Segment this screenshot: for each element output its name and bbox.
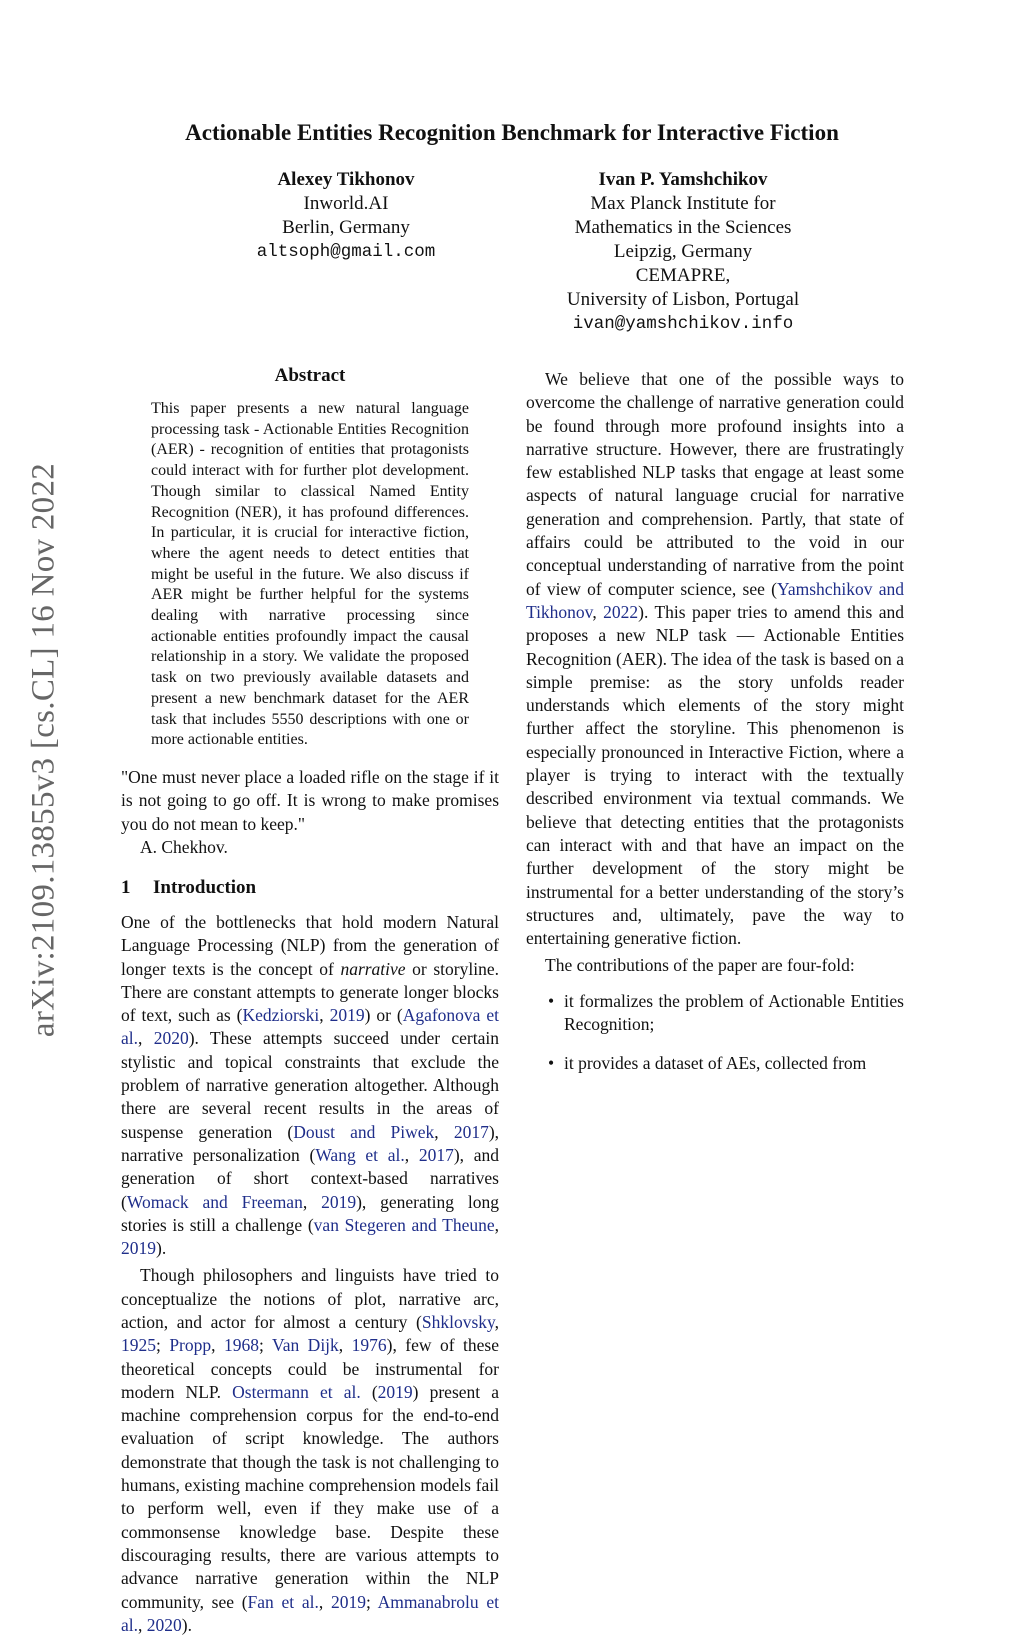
text-run: , [318,1591,331,1612]
list-item [526,1052,904,1075]
author-affiliation: Mathematics in the Sciences [574,217,792,238]
text-run: ; [365,1591,378,1612]
citation-link[interactable]: Propp [169,1335,212,1356]
text-run: ), generating long stories is still a challenge ( [121,1191,499,1235]
text-run: , [319,1005,330,1026]
author-location: Berlin, Germany [282,217,410,238]
citation-link[interactable]: Wang et al. [315,1144,405,1165]
section-title: Introduction [153,876,257,898]
text-run: , [138,1614,147,1635]
text-run: , [404,1144,419,1165]
citation-link[interactable]: 2019 [121,1238,156,1259]
author-block-1 [196,168,496,264]
citation-link[interactable]: Shklovsky [421,1312,495,1332]
text-run: , [302,1191,322,1212]
citation-link[interactable]: 2019 [330,1591,366,1612]
citation-link[interactable]: Van Dijk [272,1335,339,1356]
text-run: ; [258,1335,272,1356]
intro-paragraph-2 [121,1264,499,1637]
citation-link[interactable]: 1968 [223,1335,259,1356]
abstract-heading: Abstract [274,365,346,386]
citation-link[interactable]: 2017 [453,1121,489,1142]
citation-link[interactable]: 2019 [377,1381,413,1402]
emphasis-text: narrative [340,958,406,979]
text-run: ), and generation of short context-based narratives ( [121,1144,499,1212]
section-number: 1 [121,876,131,898]
citation-link[interactable]: 2019 [321,1191,357,1212]
author-affiliation: Inworld.AI [303,193,389,214]
text-run: , [494,1214,500,1235]
citation-link[interactable]: 2019 [329,1005,365,1026]
text-run: , [338,1335,352,1356]
text-run: ; [156,1335,170,1356]
paper-title: Actionable Entities Recognition Benchmark for Interactive Fiction [185,120,839,145]
citation-link[interactable]: Kedziorski [242,1005,320,1026]
bullet-icon: • [548,1053,555,1074]
citation-link[interactable]: Yamshchikov and Tikhonov [526,578,904,622]
author-name: Alexey Tikhonov [277,169,415,190]
text-run: ) present a machine comprehension corpus for the end-to-end evaluation of script knowledge. The authors demonstrate that though the task is not challenging to humans, existing machine comprehension models fail to perform well, even if they make use of a commonsense knowledge base. Despite these discouraging results, there are various attempts to advance narrative generation within the NLP community, see ( [121,1381,499,1612]
text-run: , [592,601,604,622]
citation-link[interactable]: Ammanabrolu et al. [121,1591,499,1635]
author-affiliation: Max Planck Institute for [590,193,776,214]
text-run: One of the bottlenecks that hold modern Natural Language Processing (NLP) from the generation of longer texts is the concept of [121,911,499,979]
text-run: The contributions of the paper are four-fold: [545,955,855,976]
text-run: ), narrative personalization ( [121,1121,500,1165]
text-run: ) or ( [364,1005,403,1026]
text-run: ). This paper tries to amend this and proposes a new NLP task — Actionable Entities Recognition (AER). The idea of the task is based on a simple premise: as the story unfolds reader understands which elements of the story might further affect the storyline. This phenomenon is especially pronounced in Interactive Fiction, where a player is trying to interact with the textually described environment via textual commands. We believe that detecting entities that the protagonists can interact with and that have an impact on the further development of the story might be instrumental for a better understanding of the story’s structures and, ultimately, pave the way to entertaining generative fiction. [526,601,904,949]
text-run: , [138,1028,154,1049]
epigraph-quote: "One must never place a loaded rifle on the stage if it is not going to go off. It is wrong to make promises you do not mean to keep." [121,766,499,834]
intro-paragraph-1 [121,911,499,1260]
citation-link[interactable]: 2017 [418,1144,454,1165]
text-run: ), few of these theoretical concepts could be instrumental for modern NLP. [121,1335,499,1402]
citation-link[interactable]: 1925 [121,1335,156,1356]
citation-link[interactable]: 1976 [351,1335,387,1356]
text-run: ). [181,1614,192,1635]
text-run: ). [156,1238,167,1259]
section-heading [121,877,499,899]
list-item-text: it provides a dataset of AEs, collected from [564,1053,867,1074]
author-name: Ivan P. Yamshchikov [598,169,768,190]
author-email: ivan@yamshchikov.info [572,314,794,334]
abstract-text: This paper presents a new natural language processing task - Actionable Entities Recognition (AER) - recognition of entities that protagonists could interact with for further plot development. Though similar to classical Named Entity Recognition (NER), it has profound differences. In particular, it is crucial for interactive fiction, where the agent needs to detect entities that might be useful in the future. We also discuss if AER might be further helpful for the systems dealing with narrative processing since actionable entities profoundly impact the causal relationship in a story. We validate the proposed task on two previously available datasets and present a new benchmark dataset for the AER task that includes 5550 descriptions with one or more actionable entities. [151,400,469,749]
list-item-text: it formalizes the problem of Actionable Entities Recognition; [564,990,904,1035]
citation-link[interactable]: Fan et al. [247,1591,319,1612]
citation-link[interactable]: 2022 [603,601,639,622]
text-run: , [494,1312,499,1332]
text-run: ( [360,1381,378,1402]
author-email: altsoph@gmail.com [256,242,436,262]
citation-link[interactable]: Doust and Piwek [293,1121,435,1142]
arxiv-sidebar [20,440,68,1060]
left-column [121,365,499,1637]
author-affiliation: CEMAPRE, [635,265,731,286]
citation-link[interactable]: 2020 [153,1028,189,1049]
intro-paragraph-4 [526,954,904,977]
text-run: ). These attempts succeed under certain stylistic and topical constraints that exclude the problem of narrative generation altogether. Although there are several recent results in the areas of suspense generation ( [121,1028,500,1142]
list-item [526,990,904,1037]
text-run: We believe that one of the possible ways to overcome the challenge of narrative generation could be found through more profound insights into a narrative structure. However, there are frustratingly few established NLP tasks that engage at least some aspects of natural language crucial for narrative generation and comprehension. Partly, that state of affairs could be attributed to the void in our conceptual understanding of narrative from the point of view of computer science, see ( [526,369,904,599]
text-run: , [434,1121,454,1142]
author-location: Leipzig, Germany [613,241,753,262]
citation-link[interactable]: Agafonova et al. [121,1005,500,1049]
text-run: Though philosophers and linguists have tried to conceptualize the notions of plot, narrative arc, action, and actor for almost a century ( [121,1265,499,1332]
text-run: , [211,1335,224,1356]
author-block-2 [533,168,833,336]
arxiv-identifier: arXiv:2109.13855v3 [cs.CL] 16 Nov 2022 [25,462,62,1038]
text-run: or storyline. There are constant attempts to generate longer blocks of text, such as ( [121,958,499,1026]
epigraph-author: A. Chekhov. [140,837,228,858]
contributions-list [526,990,904,1076]
right-column [526,368,904,1092]
citation-link[interactable]: Womack and Freeman [126,1191,303,1212]
intro-paragraph-3 [526,368,904,950]
citation-link[interactable]: 2020 [146,1614,182,1635]
bullet-icon: • [548,990,555,1011]
citation-link[interactable]: van Stegeren and Theune [313,1214,495,1235]
author-affiliation: University of Lisbon, Portugal [566,289,800,310]
citation-link[interactable]: Ostermann et al. [232,1381,361,1402]
